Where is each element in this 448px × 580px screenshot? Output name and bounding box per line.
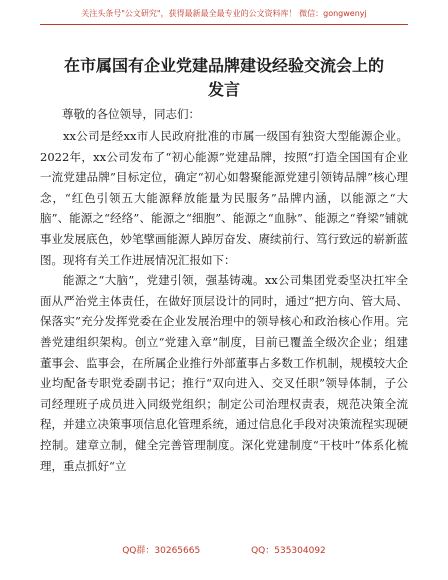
- footer-contact: [0, 543, 448, 556]
- footer-qq-group: QQ群：30265665: [122, 546, 201, 556]
- salutation: 尊敬的各位领导，同志们：: [62, 107, 200, 121]
- title-line-1: 在市属国有企业党建品牌建设经验交流会上的: [63, 56, 384, 75]
- paragraph-2: 能源之“大脑”，党建引领，强基铸魂。xx公司集团党委坚决扛牢全面从严治党主体责任，在做好顶层设计的同时，通过“把方向、管大局、保落实”充分发挥党委在企业发展治理中的领导核心和政治核心作用。完善党建组织架构。创立“党建入章”制度，目前已覆盖全级次企业；组建董事会、监事会，在所属企业推行外部董事占多数工作机制，规模较大企业均配备专职党委副书记；推行“双向进入、交叉任职”领导体制，子公司经理班子成员进入同级党组织；制定公司治理权责表，规范决策全流程，并建立决策事项信息化管理系统，通过信息化手段对决策流程实现硬控制。建章立制，健全完善管理制度。深化党建制度“干枝叶”体系化梳理，重点抓好“立: [40, 273, 408, 473]
- document-body: [40, 126, 408, 476]
- paragraph-1: xx公司是经xx市人民政府批准的市属一级国有独资大型能源企业。2022年，xx公司发布了“初心能源”党建品牌，按照“打造全国国有企业一流党建品牌”目标定位，确定“初心如磐聚能源党建引领铸品牌”核心理念，“红色引领五大能源释放能量为民服务”品牌内涵，以能源之“大脑”、能源之“经络”、能源之“细胞”、能源之“血脉”、能源之“脊梁”铺就事业发展底色，妙笔擘画能源人踔厉奋发、赓续前行、笃行致远的崭新蓝图。现将有关工作进展情况汇报如下：: [40, 129, 408, 267]
- title-line-2: 发言: [207, 80, 240, 99]
- footer-qq: QQ：535304092: [251, 546, 326, 556]
- header-divider: [40, 24, 408, 25]
- header-banner: 关注头条号"公文研究"，获得最新最全最专业的公文资料库！ 微信：gongwenyj: [81, 9, 367, 18]
- document-title: [40, 54, 408, 102]
